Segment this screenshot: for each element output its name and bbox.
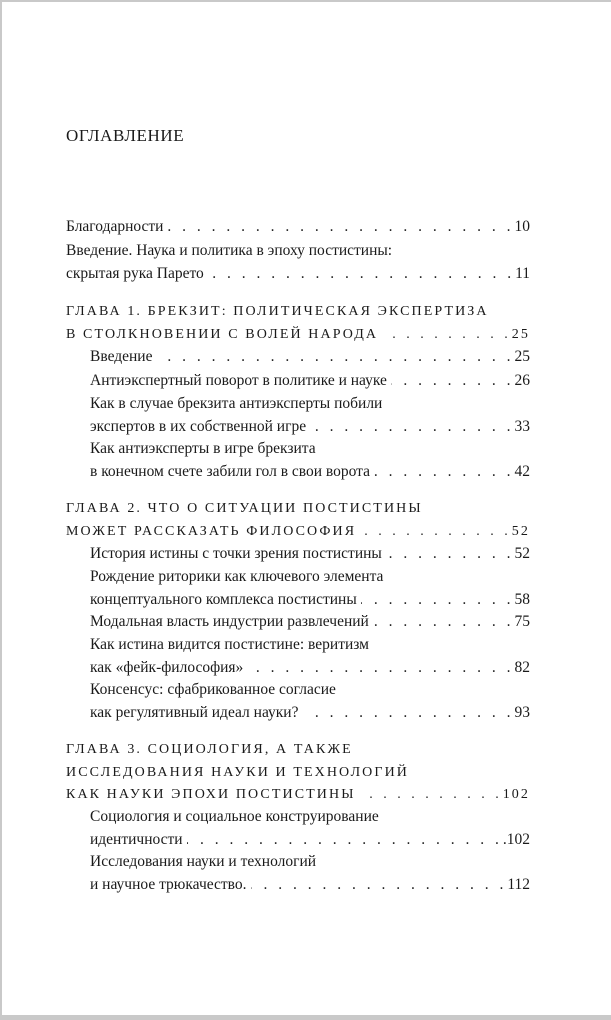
section-title: Модальная власть индустрии развлечений [90, 613, 369, 630]
toc-section[interactable] [90, 806, 530, 851]
toc-section[interactable] [90, 611, 530, 634]
toc-section[interactable] [90, 370, 530, 393]
page-number: 25 [514, 348, 530, 365]
chapter-title-line: ГЛАВА 1. БРЕКЗИТ: ПОЛИТИЧЕСКАЯ ЭКСПЕРТИЗА [66, 304, 489, 319]
page-number: 33 [514, 417, 530, 435]
leader-dots [373, 611, 511, 634]
section-title-line: экспертов в их собственной игре [90, 417, 307, 435]
toc-section[interactable] [90, 543, 530, 566]
section-title-line: концептуального комплекса постистины [90, 590, 357, 608]
leader-dots [208, 263, 511, 286]
toc-section[interactable] [90, 393, 530, 438]
chapter-title-line: ИССЛЕДОВАНИЯ НАУКИ И ТЕХНОЛОГИЙ [66, 764, 409, 780]
leader-dots [167, 216, 510, 239]
toc-chapter-2[interactable] [66, 498, 530, 543]
toc-section[interactable] [90, 634, 530, 679]
section-title: Антиэкспертный поворот в политике и науке [90, 372, 387, 389]
page-number: 52 [511, 523, 530, 539]
page-number: 42 [514, 462, 530, 480]
chapter-title-line: В СТОЛКНОВЕНИИ С ВОЛЕЙ НАРОДА [66, 326, 379, 342]
page-number: 11 [515, 264, 530, 282]
toc-entry-introduction[interactable] [66, 240, 530, 285]
toc-section[interactable] [90, 438, 530, 483]
section-title: Введение [90, 348, 153, 365]
page-number: 10 [514, 218, 530, 235]
toc-section[interactable] [90, 566, 530, 611]
section-title-line: Как антиэксперты в игре брекзита [90, 440, 316, 457]
page-number: 25 [511, 326, 530, 342]
section-title-line: Социология и социальное конструирование [90, 808, 379, 825]
page-number: 112 [507, 875, 530, 893]
leader-dots [360, 521, 508, 544]
section-title: История истины с точки зрения постистины [90, 545, 382, 562]
leader-dots [251, 874, 504, 897]
section-title-line: как регулятивный идеал науки? [90, 703, 299, 721]
page-number: 93 [514, 703, 530, 721]
leader-dots [303, 702, 511, 725]
section-title-line: Как истина видится постистине: веритизм [90, 636, 369, 653]
toc-chapter-1[interactable] [66, 301, 530, 346]
leader-dots [156, 346, 510, 369]
toc-entry-acknowledgements[interactable] [66, 216, 530, 239]
leader-dots [361, 589, 511, 612]
chapter-title-line: ГЛАВА 3. СОЦИОЛОГИЯ, А ТАКЖЕ [66, 742, 353, 757]
page-number: 75 [514, 613, 530, 630]
entry-title: Благодарности [66, 218, 164, 235]
section-title-line: Рождение риторики как ключевого элемента [90, 568, 384, 585]
page-number: 102 [502, 787, 530, 802]
page-number: 82 [514, 658, 530, 676]
leader-dots [386, 543, 511, 566]
toc-section[interactable] [90, 346, 530, 369]
leader-dots [374, 461, 511, 484]
chapter-title-line: МОЖЕТ РАССКАЗАТЬ ФИЛОСОФИЯ [66, 523, 357, 539]
toc-section[interactable] [90, 851, 530, 896]
page-number: 26 [514, 372, 530, 389]
toc-section[interactable] [90, 679, 530, 724]
leader-dots [382, 324, 508, 347]
page-number: .102 [502, 830, 530, 848]
section-title-line: как «фейк-философия» [90, 658, 244, 676]
chapter-title-line: КАК НАУКИ ЭПОХИ ПОСТИСТИНЫ [66, 787, 356, 802]
page-number: 58 [514, 590, 530, 608]
section-title-line: идентичности [90, 830, 183, 848]
toc-chapter-3[interactable] [66, 739, 530, 807]
leader-dots [187, 829, 499, 852]
section-title-line: Исследования науки и технологий [90, 853, 317, 870]
leader-dots [247, 657, 510, 680]
toc-title: ОГЛАВЛЕНИЕ [66, 126, 185, 145]
leader-dots [360, 784, 499, 807]
section-title-line: Консенсус: сфабрикованное согласие [90, 681, 336, 698]
entry-title-line: скрытая рука Парето [66, 264, 204, 282]
entry-title-line: Введение. Наука и политика в эпоху постистины: [66, 242, 393, 259]
section-title-line: в конечном счете забили гол в свои ворота [90, 462, 370, 480]
page-number: 52 [514, 545, 530, 562]
leader-dots [391, 370, 511, 393]
document-page [2, 2, 611, 1015]
section-title-line: и научное трюкачество. [90, 875, 247, 893]
section-title-line: Как в случае брекзита антиэксперты побили [90, 395, 383, 412]
leader-dots [310, 416, 510, 439]
chapter-title-line: ГЛАВА 2. ЧТО О СИТУАЦИИ ПОСТИСТИНЫ [66, 501, 423, 516]
